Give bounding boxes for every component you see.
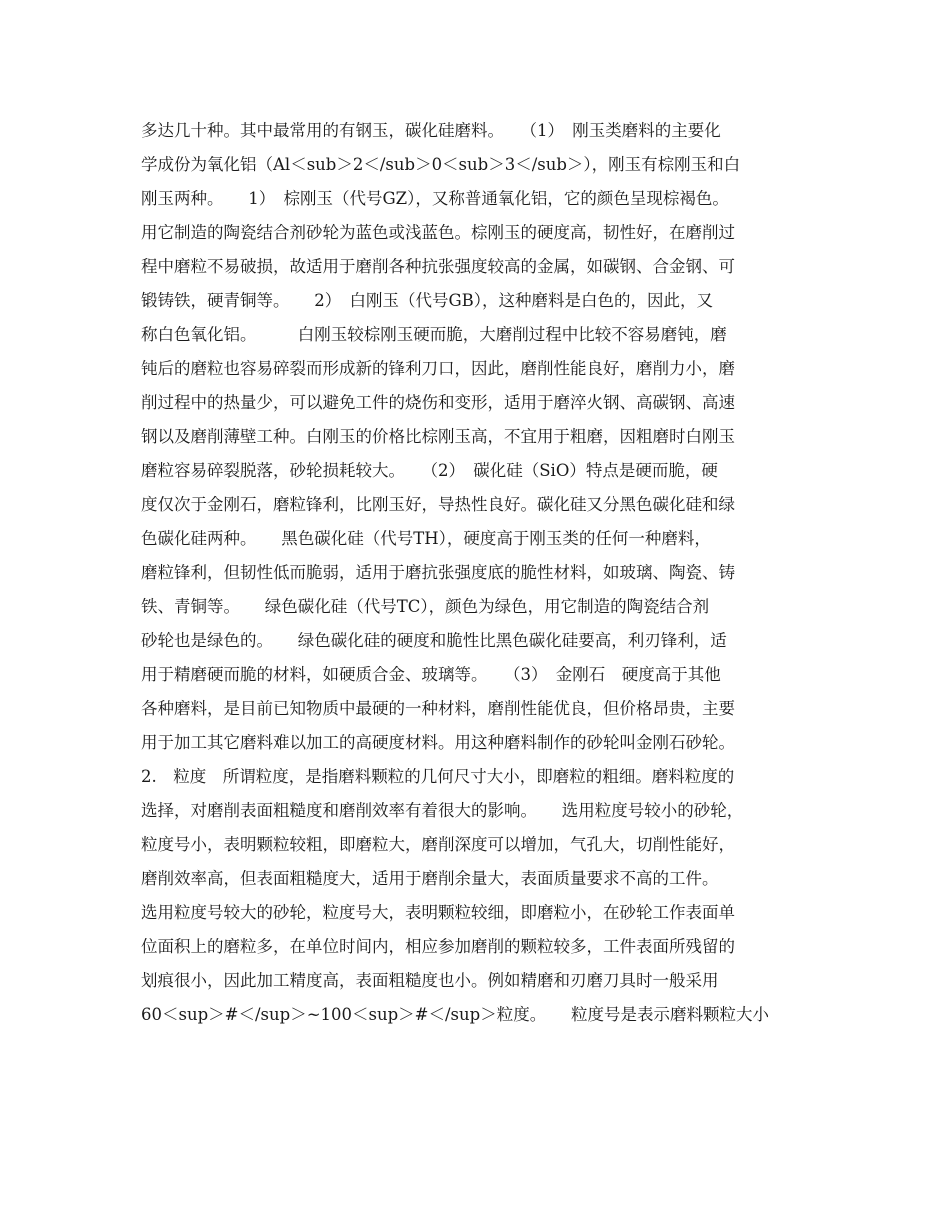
text-line: 用于精磨硬而脆的材料，如硬质合金、玻璃等。 （3） 金刚石 硬度高于其他: [141, 665, 721, 684]
text-line: 锻铸铁，硬青铜等。 2） 白刚玉（代号GB），这种磨料是白色的，因此，又: [141, 291, 714, 310]
text-line: 选用粒度号较大的砂轮，粒度号大，表明颗粒较细，即磨粒小，在砂轮工作表面单: [141, 903, 735, 922]
text-line: 各种磨料，是目前已知物质中最硬的一种材料，磨削性能优良，但价格昂贵，主要: [141, 699, 735, 718]
text-line: 粒度号小，表明颗粒较粗，即磨粒大，磨削深度可以增加，气孔大，切削性能好，: [141, 835, 735, 854]
text-line: 磨粒锋利，但韧性低而脆弱，适用于磨抗张强度底的脆性材料，如玻璃、陶瓷、铸: [141, 563, 735, 582]
text-line: 刚玉两种。 1） 棕刚玉（代号GZ），又称普通氧化铝，它的颜色呈现棕褐色。: [141, 189, 729, 208]
text-line: 铁、青铜等。 绿色碳化硅（代号TC），颜色为绿色，用它制造的陶瓷结合剂: [141, 597, 710, 616]
text-line: 削过程中的热量少，可以避免工件的烧伤和变形，适用于磨淬火钢、高碳钢、高速: [141, 393, 735, 412]
text-line: 划痕很小，因此加工精度高，表面粗糙度也小。例如精磨和刃磨刀具时一般采用: [141, 971, 719, 990]
text-line: 钢以及磨削薄壁工种。白刚玉的价格比棕刚玉高，不宜用于粗磨，因粗磨时白刚玉: [141, 427, 735, 446]
text-line: 多达几十种。其中最常用的有钢玉，碳化硅磨料。 （1） 刚玉类磨料的主要化: [141, 121, 721, 140]
text-line: 称白色氧化铝。 白刚玉较棕刚玉硬而脆，大磨削过程中比较不容易磨钝，磨: [141, 325, 727, 344]
body-text: [141, 114, 831, 1032]
text-line: 选择，对磨削表面粗糙度和磨削效率有着很大的影响。 选用粒度号较小的砂轮，: [141, 801, 744, 820]
text-line: 磨粒容易碎裂脱落，砂轮损耗较大。 （2） 碳化硅（SiO）特点是硬而脆，硬: [141, 461, 718, 480]
text-line: 学成份为氧化铝（Al＜sub＞2＜/sub＞0＜sub＞3＜/sub＞），刚玉有棕刚玉和白: [141, 155, 741, 174]
text-line: 60＜sup＞#＜/sup＞~100＜sup＞#＜/sup＞粒度。 粒度号是表示磨料颗粒大小: [141, 1005, 769, 1024]
text-line: 2. 粒度 所谓粒度，是指磨料颗粒的几何尺寸大小，即磨粒的粗细。磨料粒度的: [141, 767, 735, 786]
text-line: 磨削效率高，但表面粗糙度大，适用于磨削余量大，表面质量要求不高的工件。: [141, 869, 719, 888]
text-line: 程中磨粒不易破损，故适用于磨削各种抗张强度较高的金属，如碳钢、合金钢、可: [141, 257, 735, 276]
text-line: 用于加工其它磨料难以加工的高硬度材料。用这种磨料制作的砂轮叫金刚石砂轮。: [141, 733, 735, 752]
text-line: 砂轮也是绿色的。 绿色碳化硅的硬度和脆性比黑色碳化硅要高，利刃锋利，适: [141, 631, 727, 650]
text-line: 钝后的磨粒也容易碎裂而形成新的锋利刀口，因此，磨削性能良好，磨削力小，磨: [141, 359, 735, 378]
text-line: 用它制造的陶瓷结合剂砂轮为蓝色或浅蓝色。棕刚玉的硬度高，韧性好，在磨削过: [141, 223, 735, 242]
text-line: 色碳化硅两种。 黑色碳化硅（代号TH），硬度高于刚玉类的任何一种磨料，: [141, 529, 711, 548]
text-line: 位面积上的磨粒多，在单位时间内，相应参加磨削的颗粒较多，工件表面所残留的: [141, 937, 735, 956]
text-line: 度仅次于金刚石，磨粒锋利，比刚玉好，导热性良好。碳化硅又分黑色碳化硅和绿: [141, 495, 735, 514]
